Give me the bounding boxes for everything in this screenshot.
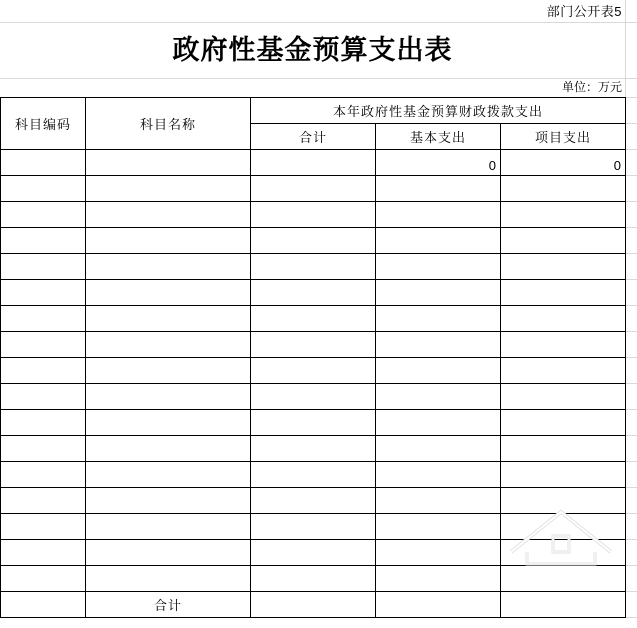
cell-basic[interactable] [376,202,501,228]
gridline [0,78,637,79]
cell-basic[interactable] [376,566,501,592]
cell-total[interactable] [251,436,376,462]
cell-basic[interactable] [376,462,501,488]
cell-name[interactable] [86,540,251,566]
cell-basic[interactable] [376,436,501,462]
cell-name[interactable] [86,228,251,254]
cell-name[interactable] [86,566,251,592]
total-row [1,592,626,618]
cell-total[interactable] [251,462,376,488]
cell-project[interactable] [501,228,626,254]
cell-code[interactable] [1,384,86,410]
cell-name[interactable] [86,280,251,306]
cell-project[interactable] [501,202,626,228]
cell-basic[interactable] [376,176,501,202]
cell-total[interactable] [251,228,376,254]
cell-project[interactable] [501,488,626,514]
cell-project[interactable] [501,384,626,410]
cell-total[interactable] [251,488,376,514]
cell-total[interactable] [251,150,376,176]
total-label[interactable]: 合计 [86,592,251,618]
gridline [625,0,626,97]
cell-basic[interactable] [376,410,501,436]
cell-code[interactable] [1,306,86,332]
header-total: 合计 [251,124,376,150]
cell-code[interactable] [1,410,86,436]
table-body [1,150,626,592]
cell-name[interactable] [86,514,251,540]
table-row [1,332,626,358]
cell-name[interactable] [86,176,251,202]
cell-total[interactable] [251,540,376,566]
cell-code[interactable] [1,358,86,384]
cell-name[interactable] [86,150,251,176]
table-row [1,202,626,228]
cell-project[interactable] [501,462,626,488]
sheet-title: 政府性基金预算支出表 [172,35,453,66]
table-row [1,228,626,254]
header-code: 科目编码 [1,98,86,150]
cell-name[interactable] [86,306,251,332]
header-row [1,98,626,124]
cell-project[interactable] [501,540,626,566]
cell-project[interactable] [501,176,626,202]
cell-basic[interactable] [376,592,501,618]
cell-name[interactable] [86,254,251,280]
cell-name[interactable] [86,384,251,410]
document-code: 部门公开表5 [546,4,622,19]
table-row [1,436,626,462]
cell-code[interactable] [1,280,86,306]
cell-name[interactable] [86,436,251,462]
cell-total[interactable] [251,280,376,306]
cell-basic[interactable] [376,306,501,332]
table-row [1,384,626,410]
cell-basic[interactable] [376,488,501,514]
cell-total[interactable] [251,384,376,410]
cell-project[interactable] [501,436,626,462]
cell-total[interactable] [251,332,376,358]
header-name: 科目名称 [86,98,251,150]
cell-total[interactable] [251,176,376,202]
cell-basic[interactable] [376,514,501,540]
cell-basic[interactable] [376,228,501,254]
gridline-strip [626,97,637,628]
cell-code[interactable] [1,176,86,202]
header-project: 项目支出 [501,124,626,150]
cell-code[interactable] [1,566,86,592]
table-row [1,306,626,332]
cell-code[interactable] [1,254,86,280]
cell-basic[interactable] [376,280,501,306]
cell-name[interactable] [86,358,251,384]
cell-project[interactable] [501,566,626,592]
table-row [1,462,626,488]
table-row [1,540,626,566]
cell-project[interactable] [501,254,626,280]
cell-code[interactable] [1,592,86,618]
table-row [1,176,626,202]
cell-basic[interactable] [376,384,501,410]
cell-project[interactable] [501,592,626,618]
table-row [1,410,626,436]
table-row [1,254,626,280]
cell-project[interactable] [501,410,626,436]
table-row [1,566,626,592]
cell-project[interactable] [501,306,626,332]
cell-basic[interactable] [376,254,501,280]
cell-code[interactable] [1,202,86,228]
cell-total[interactable] [251,202,376,228]
table-row [1,358,626,384]
cell-code[interactable] [1,540,86,566]
cell-code[interactable] [1,462,86,488]
unit-label: 单位：万元 [561,80,622,94]
cell-project[interactable] [501,514,626,540]
cell-project[interactable]: 0 [501,150,626,176]
cell-name[interactable] [86,462,251,488]
cell-basic[interactable] [376,540,501,566]
cell-total[interactable] [251,306,376,332]
cell-code[interactable] [1,436,86,462]
cell-code[interactable] [1,332,86,358]
budget-table [0,97,626,618]
cell-name[interactable] [86,488,251,514]
table-row [1,514,626,540]
cell-code[interactable] [1,228,86,254]
cell-code[interactable] [1,150,86,176]
cell-project[interactable] [501,332,626,358]
cell-total[interactable] [251,566,376,592]
cell-basic[interactable] [376,332,501,358]
cell-total[interactable] [251,254,376,280]
cell-name[interactable] [86,202,251,228]
header-basic: 基本支出 [376,124,501,150]
cell-project[interactable] [501,358,626,384]
cell-basic[interactable]: 0 [376,150,501,176]
cell-total[interactable] [251,514,376,540]
cell-code[interactable] [1,514,86,540]
header-group: 本年政府性基金预算财政拨款支出 [251,98,626,124]
table-row [1,488,626,514]
cell-code[interactable] [1,488,86,514]
cell-project[interactable] [501,280,626,306]
cell-total[interactable] [251,410,376,436]
cell-total[interactable] [251,592,376,618]
cell-name[interactable] [86,332,251,358]
cell-total[interactable] [251,358,376,384]
table-row [1,150,626,176]
cell-name[interactable] [86,410,251,436]
cell-basic[interactable] [376,358,501,384]
table-row [1,280,626,306]
